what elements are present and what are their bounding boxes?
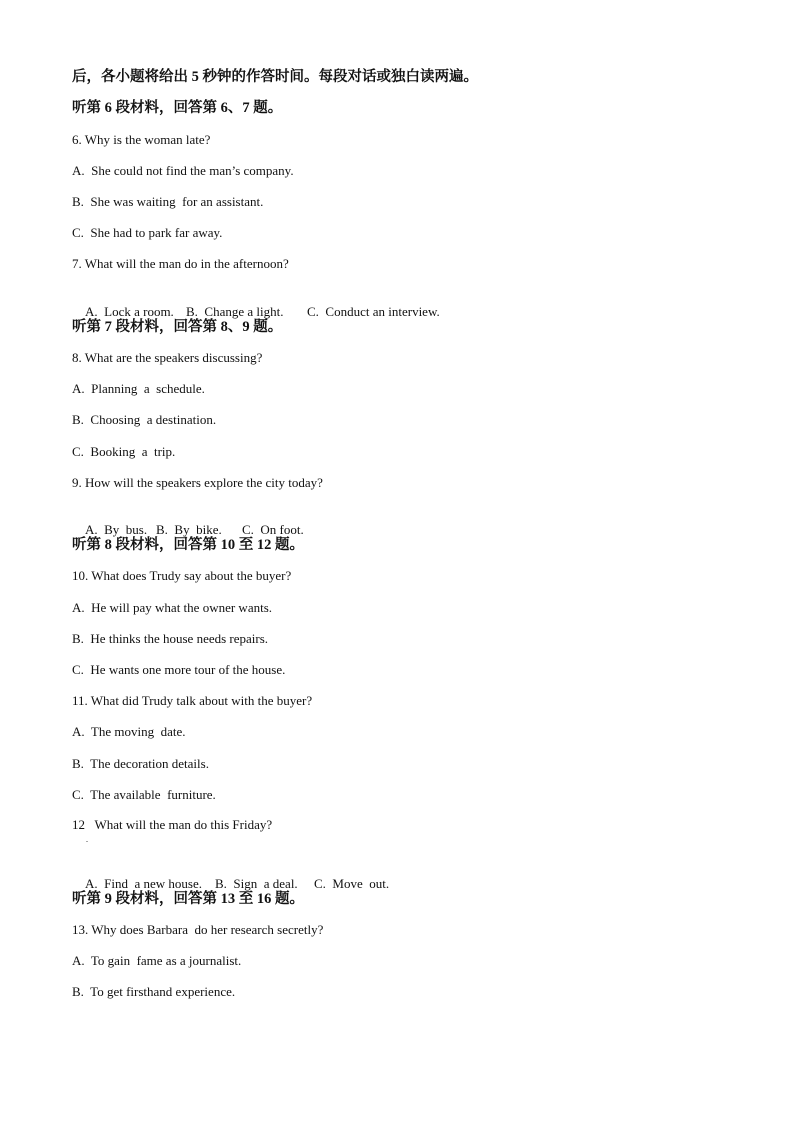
question-12-option-b: B. Sign a deal. [215, 876, 298, 891]
question-6-option-b: B. She was waiting for an assistant. [72, 194, 264, 209]
intro-instruction: 后，各小题将给出 5 秒钟的作答时间。每段对话或独白读两遍。 [72, 69, 478, 85]
question-10-stem: 10. What does Trudy say about the buyer? [72, 568, 292, 583]
question-7-stem: 7. What will the man do in the afternoon? [72, 256, 289, 271]
question-13-option-b: B. To get firsthand experience. [72, 984, 236, 999]
question-8-option-b: B. Choosing a destination. [72, 412, 217, 427]
question-9-option-c: C. On foot. [242, 522, 304, 537]
section-heading-9: 听第 9 段材料，回答第 13 至 16 题。 [72, 891, 304, 907]
section-heading-7: 听第 7 段材料，回答第 8、9 题。 [72, 319, 283, 335]
question-8-option-a: A. Planning a schedule. [72, 381, 205, 396]
question-12-stray-mark: . [86, 835, 88, 844]
question-10-option-b: B. He thinks the house needs repairs. [72, 631, 269, 646]
question-13-option-a: A. To gain fame as a journalist. [72, 953, 242, 968]
question-12-option-c: C. Move out. [314, 876, 390, 891]
question-10-option-c: C. He wants one more tour of the house. [72, 662, 286, 677]
question-8-stem: 8. What are the speakers discussing? [72, 350, 263, 365]
question-12-option-a: A. Find a new house. [85, 876, 202, 891]
question-8-option-c: C. Booking a trip. [72, 444, 176, 459]
question-6-option-c: C. She had to park far away. [72, 225, 223, 240]
question-13-stem: 13. Why does Barbara do her research secretly? [72, 922, 324, 937]
question-7-option-b: B. Change a light. [186, 304, 284, 319]
question-9-option-a: A. By bus. [85, 522, 148, 537]
question-9-stem: 9. How will the speakers explore the city today? [72, 475, 323, 490]
section-heading-6: 听第 6 段材料，回答第 6、7 题。 [72, 100, 283, 116]
section-heading-8: 听第 8 段材料，回答第 10 至 12 题。 [72, 537, 304, 553]
question-12-stem: 12 What will the man do this Friday? [72, 817, 273, 832]
question-11-stem: 11. What did Trudy talk about with the buyer? [72, 693, 313, 708]
question-6-option-a: A. She could not find the man’s company. [72, 163, 294, 178]
question-9-option-b: B. By bike. [156, 522, 222, 537]
question-11-option-c: C. The available furniture. [72, 787, 216, 802]
question-7-option-c: C. Conduct an interview. [307, 304, 440, 319]
question-11-option-b: B. The decoration details. [72, 756, 209, 771]
question-7-option-a: A. Lock a room. [85, 304, 174, 319]
question-11-option-a: A. The moving date. [72, 724, 186, 739]
question-10-option-a: A. He will pay what the owner wants. [72, 600, 273, 615]
question-6-stem: 6. Why is the woman late? [72, 132, 211, 147]
